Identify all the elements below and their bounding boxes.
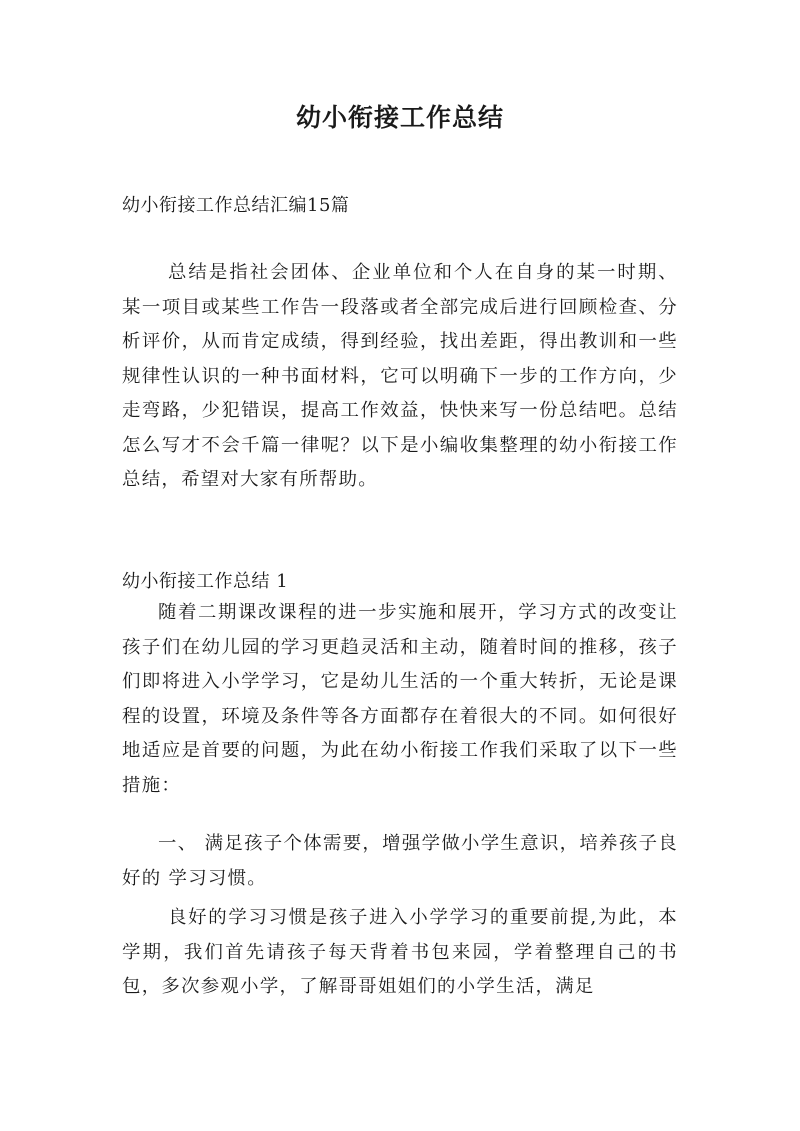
section-paragraph: 良好的学习习惯是孩子进入小学学习的重要前提,为此，本学期，我们首先请孩子每天背着书包来园，学着整理自己的书包，多次参观小学，了解哥哥姐姐们的小学生活，满足 bbox=[122, 907, 678, 997]
page-title: 幼小衔接工作总结 bbox=[295, 103, 504, 132]
section-paragraph: 随着二期课改课程的进一步实施和展开，学习方式的改变让孩子们在幼儿园的学习更趋灵活和主动，随着时间的推移，孩子们即将进入小学学习，它是幼儿生活的一个重大转折，无论是课程的设置，环境及条件等各方面都存在着很大的不同。如何很好地适应是首要的问题，为此在幼小衔接工作我们采取了以下一些措施： bbox=[122, 602, 678, 796]
intro-paragraph: 总结是指社会团体、企业单位和个人在自身的某一时期、某一项目或某些工作告一段落或者全部完成后进行回顾检查、分析评价，从而肯定成绩，得到经验，找出差距，得出教训和一些规律性认识的一种书面材料，它可以明确下一步的工作方向，少走弯路，少犯错误，提高工作效益，快快来写一份总结吧。总结怎么写才不会千篇一律呢？以下是小编收集整理的幼小衔接工作总结，希望对大家有所帮助。 bbox=[122, 262, 678, 490]
document-subtitle: 幼小衔接工作总结汇编15篇 bbox=[122, 195, 350, 216]
section-heading: 幼小衔接工作总结 1 bbox=[122, 571, 289, 592]
numbered-item: 一、 满足孩子个体需要，增强学做小学生意识，培养孩子良好的 学习习惯。 bbox=[122, 833, 678, 889]
